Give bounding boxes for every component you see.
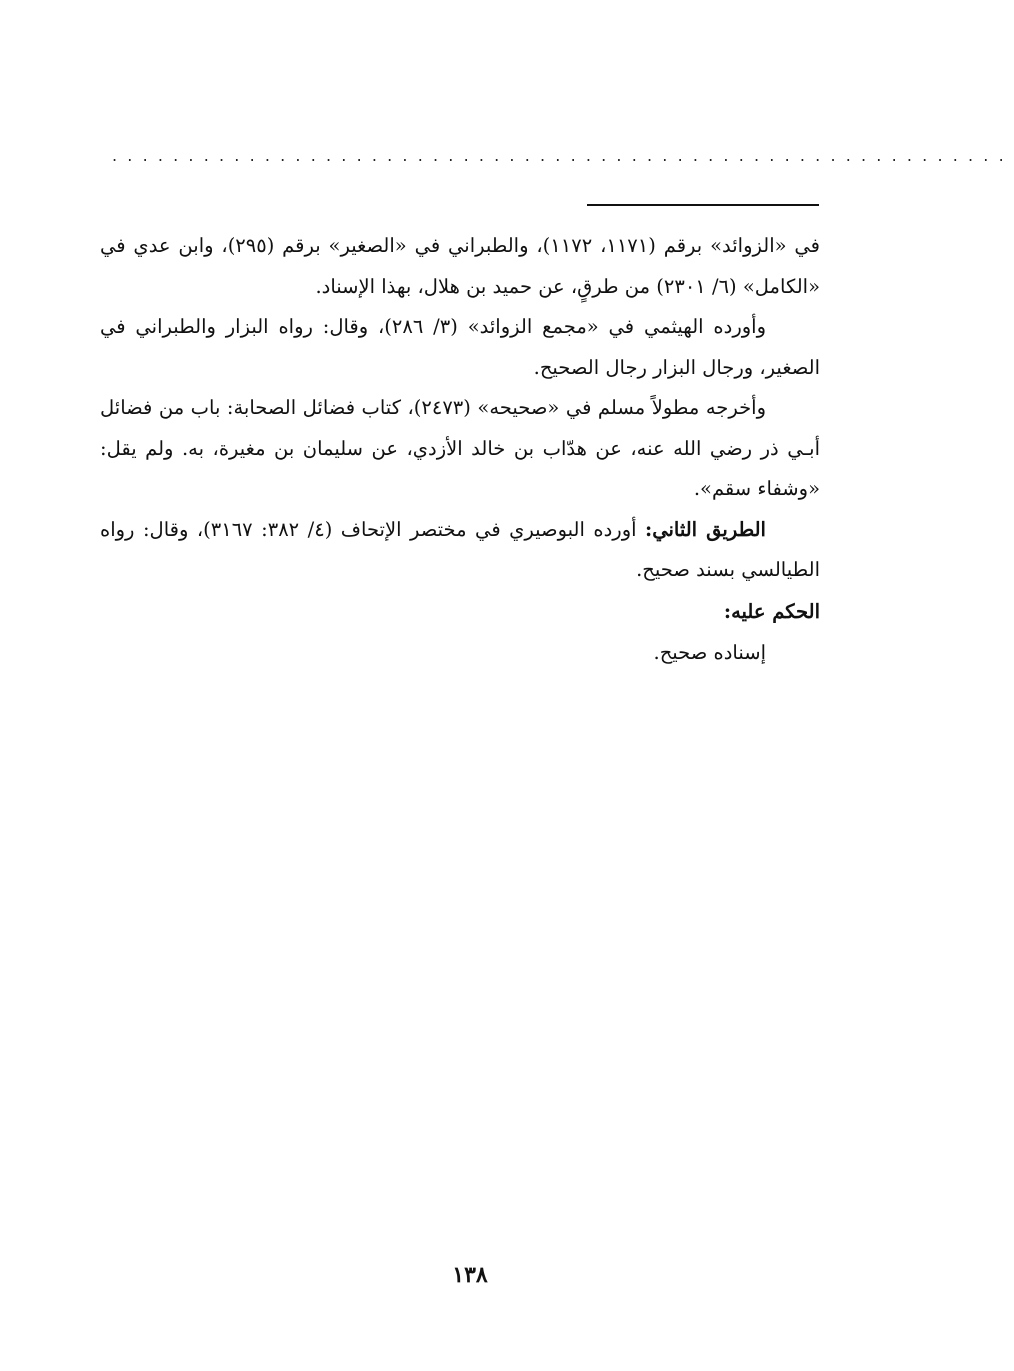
second-route-text: أورده البوصيري في مختصر الإتحاف (٤/ ٣٨٢: ٣١٦٧)، وقال: رواه الطيالسي بسند صحيح. — [100, 517, 820, 581]
separator-dots: ........................................................... — [112, 146, 1014, 165]
page-number: ١٣٨ — [452, 1262, 488, 1288]
footnote-paragraph-continuation: في «الزوائد» برقم (١١٧١، ١١٧٢)، والطبراني في «الصغير» برقم (٢٩٥)، وابن عدي في «الكامل» (٦/ ٢٣٠١) من طرقٍ، عن حميد بن هلال، بهذا الإسناد. — [100, 234, 820, 298]
footnote-body — [100, 226, 820, 673]
footnote-rule — [587, 204, 819, 206]
footnote-paragraph-muslim: وأخرجه مطولاً مسلم في «صحيحه» (٢٤٧٣)، كتاب فضائل الصحابة: باب من فضائل أبـي ذر رضي الله عنه، عن هدّاب بن خالد الأزدي، عن سليمان بن مغيرة، به. ولم يقل: «وشفاء سقم». — [100, 396, 820, 500]
ruling-text: إسناده صحيح. — [653, 640, 766, 664]
footnote-paragraph-second-route — [100, 510, 820, 591]
ruling-heading: الحكم عليه: — [723, 599, 820, 623]
footnote-paragraph-haythami: وأورده الهيثمي في «مجمع الزوائد» (٣/ ٢٨٦)، وقال: رواه البزار والطبراني في الصغير، ورجال البزار رجال الصحيح. — [100, 315, 820, 379]
second-route-label: الطريق الثاني: — [645, 517, 766, 541]
